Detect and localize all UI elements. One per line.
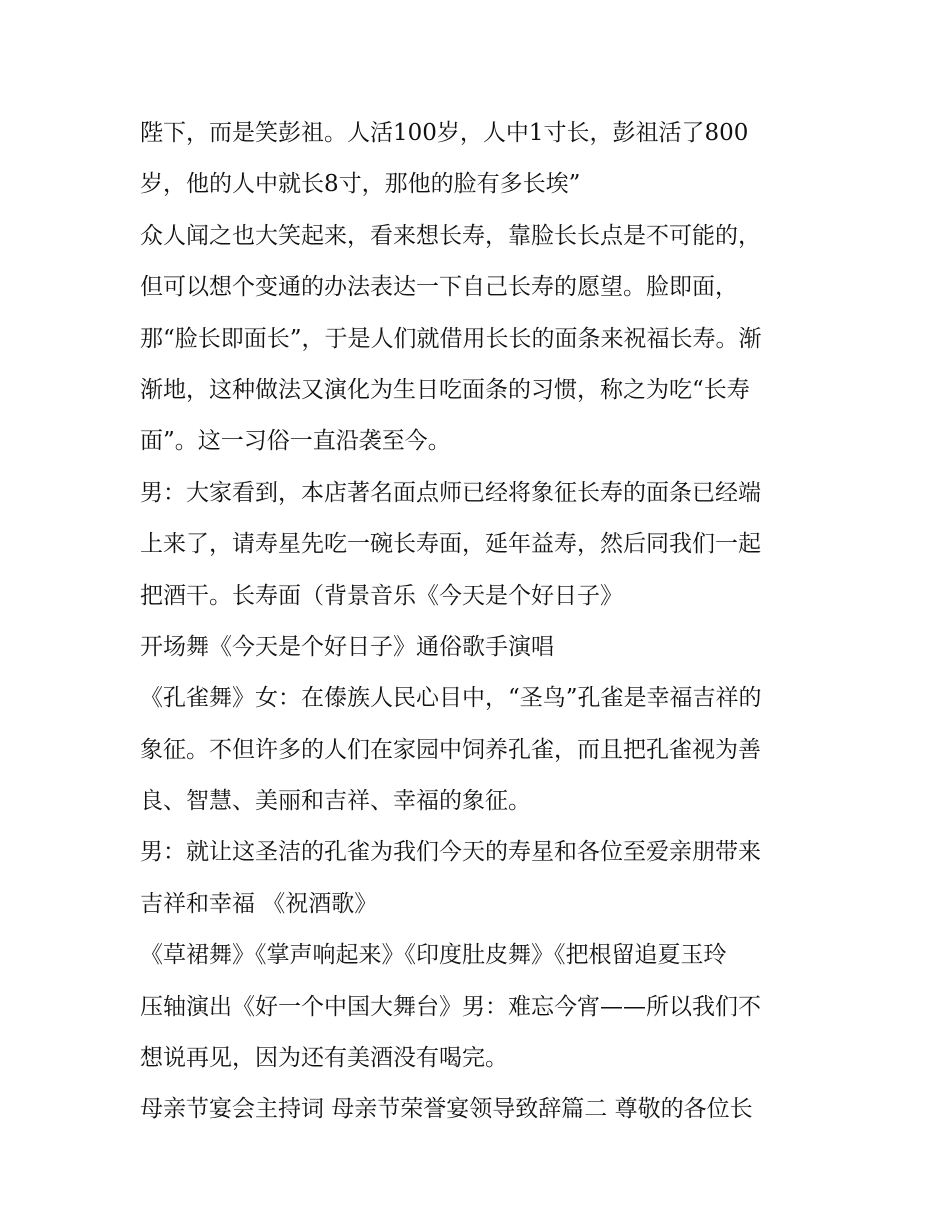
text-line: 上来了，请寿星先吃一碗长寿面，延年益寿，然后同我们一起 [140, 531, 761, 558]
text-line: 陛下，而是笑彭祖。人活100岁，人中1寸长，彭祖活了800 [140, 120, 749, 146]
text-line: 男：就让这圣洁的孔雀为我们今天的寿星和各位至爱亲朋带来 [140, 839, 761, 866]
text-line: 面”。这一习俗一直沿袭至今。 [140, 428, 451, 455]
text-line: 把酒干。长寿面（背景音乐《今天是个好日子》 [140, 582, 623, 609]
text-line: 开场舞《今天是个好日子》通俗歌手演唱 [140, 633, 554, 660]
text-line: 但可以想个变通的办法表达一下自己长寿的愿望。脸即面， [140, 274, 738, 301]
text-line: 岁，他的人中就长8寸，那他的脸有多长埃” [140, 171, 581, 198]
text-line: 《草裙舞》《掌声响起来》《印度肚皮舞》《把根留追夏玉玲 [140, 942, 727, 969]
text-line: 渐地，这种做法又演化为生日吃面条的习惯，称之为吃“长寿 [140, 376, 750, 403]
text-line: 想说再见，因为还有美酒没有喝完。 [140, 1045, 508, 1072]
text-line: 母亲节宴会主持词 母亲节荣誉宴领导致辞篇二 尊敬的各位长 [140, 1096, 753, 1123]
text-line: 良、智慧、美丽和吉祥、幸福的象征。 [140, 788, 531, 815]
text-line: 《孔雀舞》女：在傣族人民心目中，“圣鸟”孔雀是幸福吉祥的 [140, 685, 762, 712]
text-line: 那“脸长即面长”，于是人们就借用长长的面条来祝福长寿。渐 [140, 325, 762, 352]
text-line: 男：大家看到，本店著名面点师已经将象征长寿的面条已经端 [140, 479, 761, 506]
text-line: 吉祥和幸福 《祝酒歌》 [140, 890, 378, 917]
text-line: 压轴演出《好一个中国大舞台》男：难忘今宵——所以我们不 [140, 993, 761, 1020]
text-line: 象征。不但许多的人们在家园中饲养孔雀，而且把孔雀视为善 [140, 736, 761, 763]
text-line: 众人闻之也大笑起来，看来想长寿，靠脸长长点是不可能的， [140, 222, 761, 249]
document-body [140, 108, 820, 1136]
